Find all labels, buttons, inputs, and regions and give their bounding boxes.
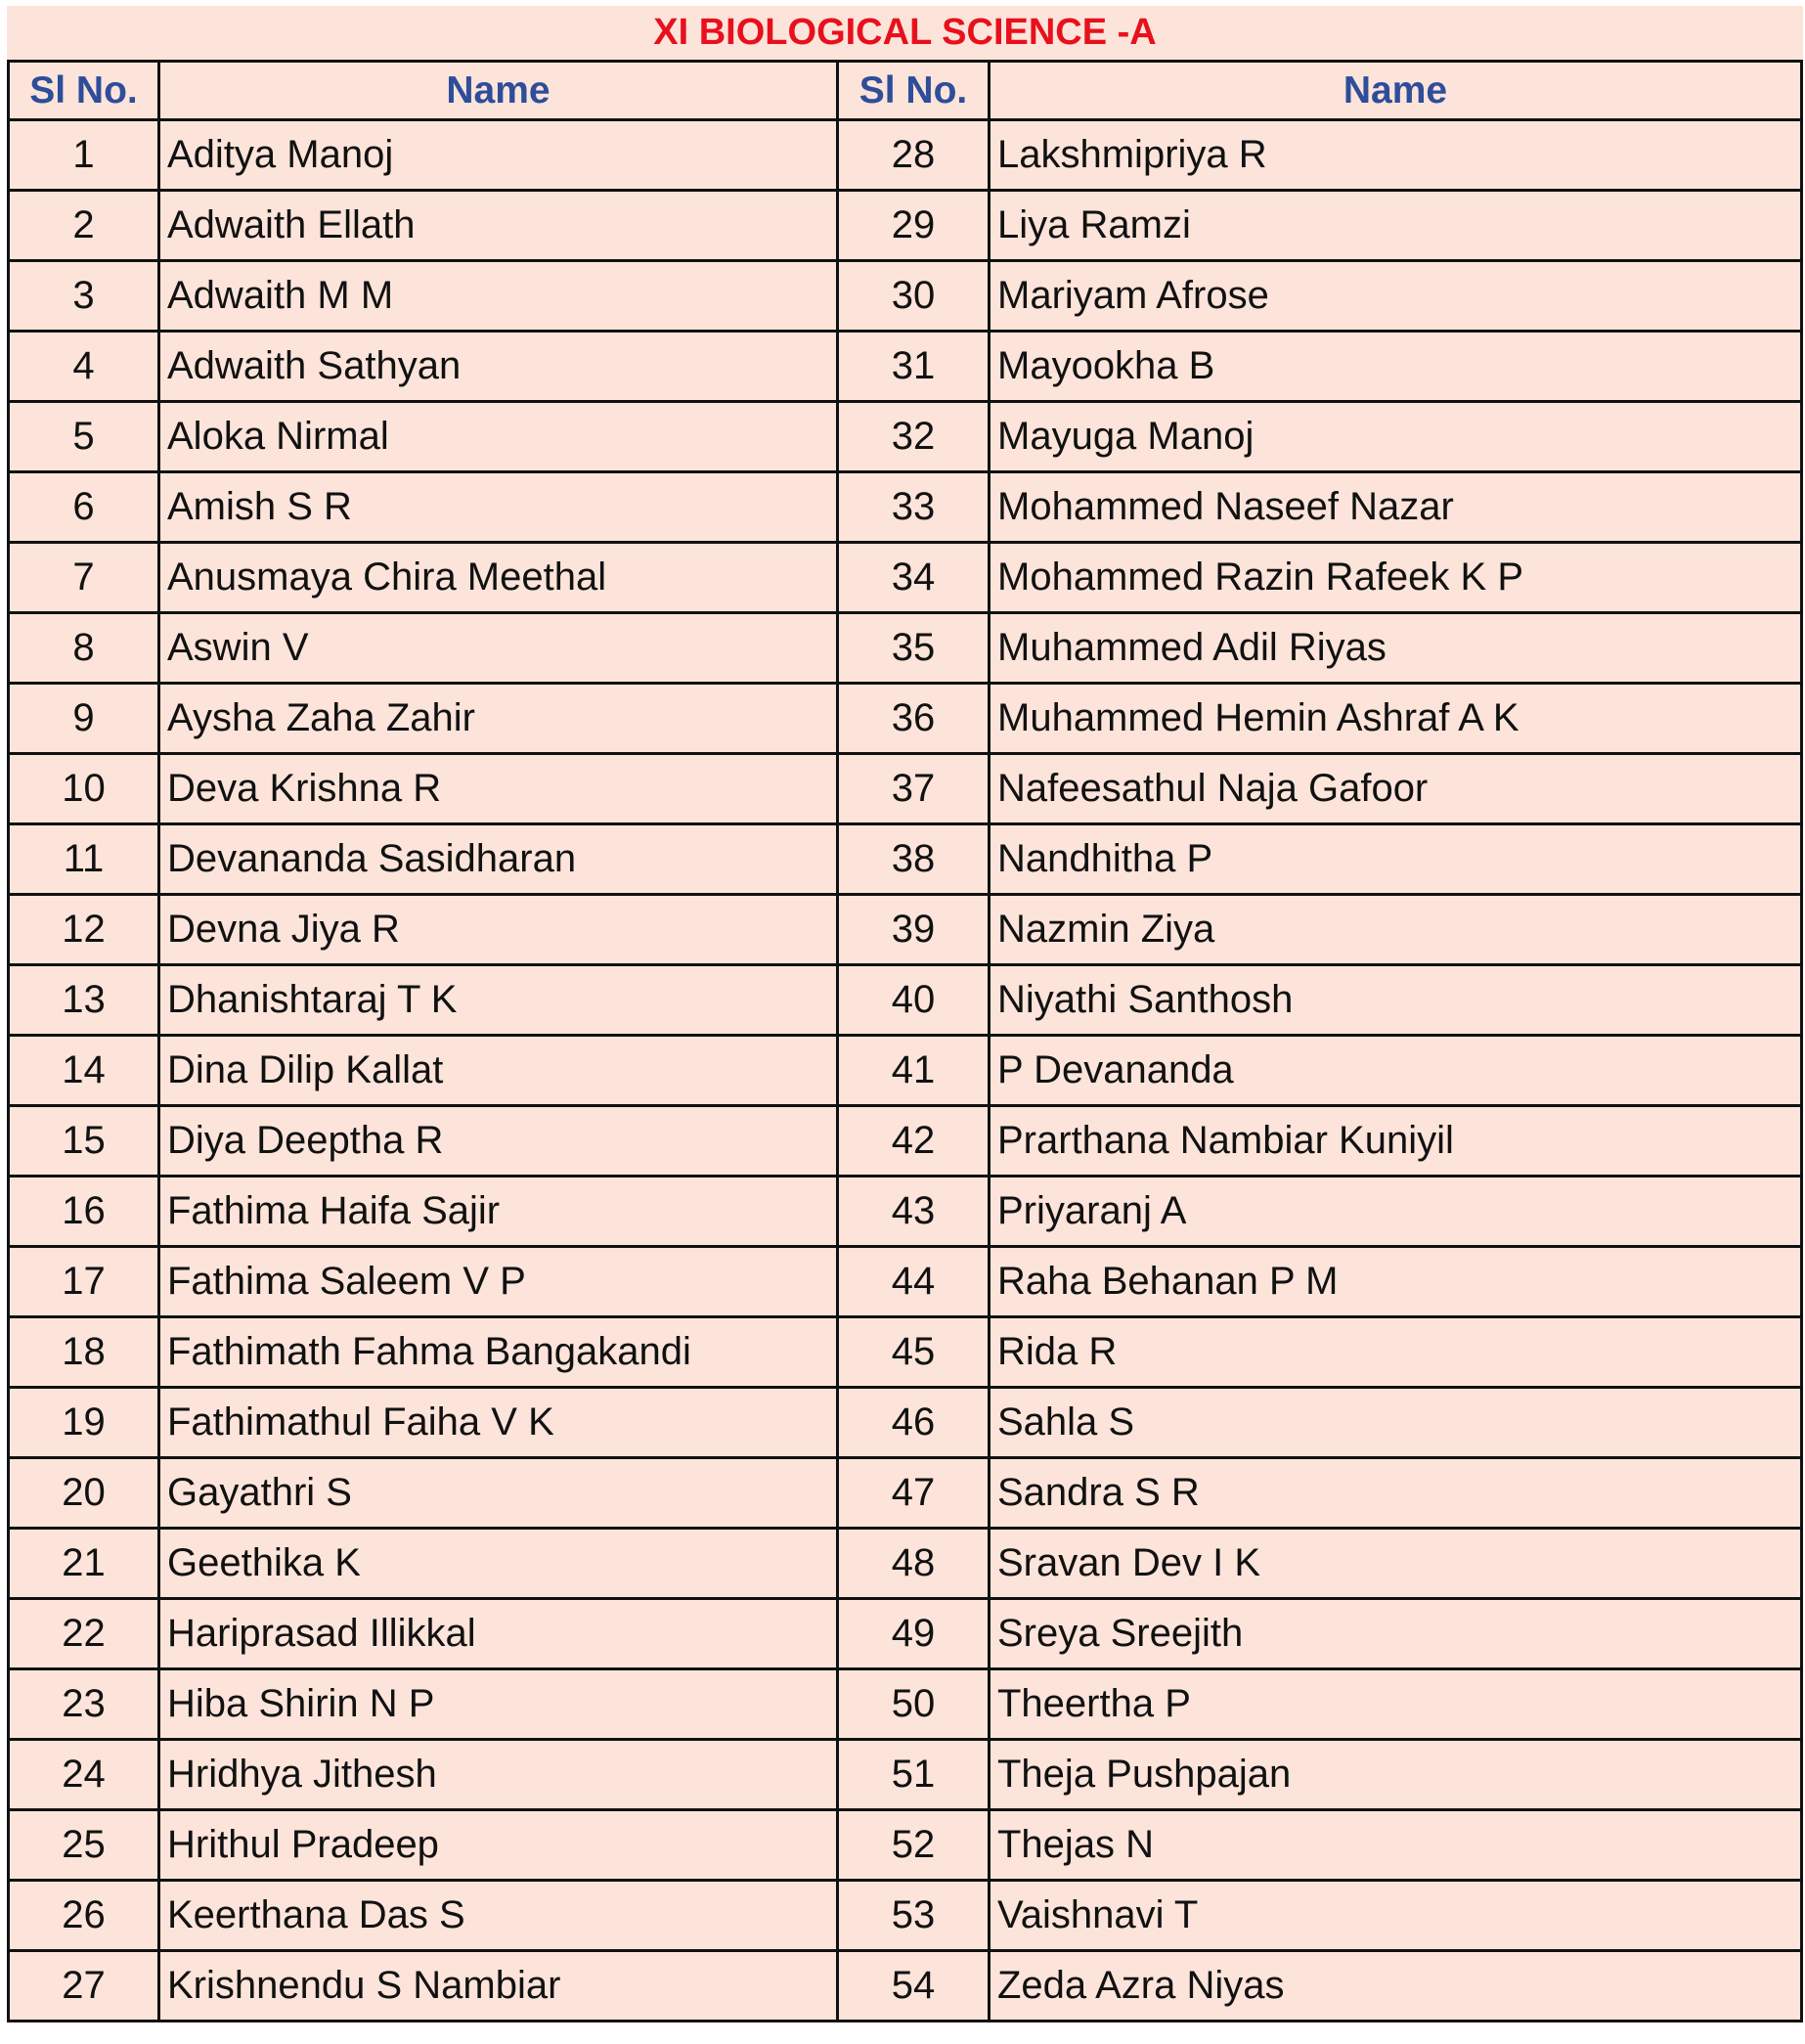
header-sl-no-left: Sl No. <box>9 62 159 120</box>
right-sl-no-cell: 50 <box>838 1669 990 1740</box>
student-list-table <box>7 6 1803 2022</box>
right-sl-no-cell: 29 <box>838 191 990 261</box>
table-row <box>9 472 1802 543</box>
table-row <box>9 613 1802 684</box>
left-name-cell: Amish S R <box>159 472 838 543</box>
right-name-cell: Thejas N <box>990 1810 1802 1881</box>
left-name-cell: Keerthana Das S <box>159 1881 838 1951</box>
right-sl-no-cell: 46 <box>838 1388 990 1458</box>
left-name-cell: Hariprasad Illikkal <box>159 1599 838 1669</box>
table-row <box>9 895 1802 965</box>
left-sl-no-cell: 16 <box>9 1177 159 1247</box>
table-row <box>9 1458 1802 1529</box>
sheet-title: XI BIOLOGICAL SCIENCE -A <box>9 6 1802 62</box>
left-sl-no-cell: 4 <box>9 332 159 402</box>
left-sl-no-cell: 17 <box>9 1247 159 1317</box>
title-row <box>9 6 1802 62</box>
right-sl-no-cell: 36 <box>838 684 990 754</box>
right-name-cell: Prarthana Nambiar Kuniyil <box>990 1106 1802 1177</box>
table-row <box>9 332 1802 402</box>
table-row <box>9 1951 1802 2022</box>
table-row <box>9 824 1802 895</box>
left-sl-no-cell: 21 <box>9 1529 159 1599</box>
right-sl-no-cell: 37 <box>838 754 990 824</box>
right-name-cell: Mohammed Razin Rafeek K P <box>990 543 1802 613</box>
left-sl-no-cell: 12 <box>9 895 159 965</box>
header-name-right: Name <box>990 62 1802 120</box>
right-name-cell: Mohammed Naseef Nazar <box>990 472 1802 543</box>
left-name-cell: Krishnendu S Nambiar <box>159 1951 838 2022</box>
left-sl-no-cell: 5 <box>9 402 159 472</box>
right-sl-no-cell: 32 <box>838 402 990 472</box>
left-sl-no-cell: 15 <box>9 1106 159 1177</box>
left-name-cell: Dhanishtaraj T K <box>159 965 838 1036</box>
right-sl-no-cell: 40 <box>838 965 990 1036</box>
left-sl-no-cell: 24 <box>9 1740 159 1810</box>
left-sl-no-cell: 3 <box>9 261 159 332</box>
right-sl-no-cell: 38 <box>838 824 990 895</box>
left-name-cell: Dina Dilip Kallat <box>159 1036 838 1106</box>
right-sl-no-cell: 35 <box>838 613 990 684</box>
left-name-cell: Aysha Zaha Zahir <box>159 684 838 754</box>
left-name-cell: Gayathri S <box>159 1458 838 1529</box>
left-sl-no-cell: 18 <box>9 1317 159 1388</box>
left-name-cell: Hiba Shirin N P <box>159 1669 838 1740</box>
left-name-cell: Adwaith Ellath <box>159 191 838 261</box>
right-sl-no-cell: 34 <box>838 543 990 613</box>
left-name-cell: Adwaith Sathyan <box>159 332 838 402</box>
right-name-cell: Theertha P <box>990 1669 1802 1740</box>
left-name-cell: Hrithul Pradeep <box>159 1810 838 1881</box>
right-sl-no-cell: 48 <box>838 1529 990 1599</box>
left-sl-no-cell: 19 <box>9 1388 159 1458</box>
right-name-cell: Mayookha B <box>990 332 1802 402</box>
table-row <box>9 1247 1802 1317</box>
left-name-cell: Fathimath Fahma Bangakandi <box>159 1317 838 1388</box>
left-sl-no-cell: 7 <box>9 543 159 613</box>
right-name-cell: Niyathi Santhosh <box>990 965 1802 1036</box>
left-sl-no-cell: 6 <box>9 472 159 543</box>
left-name-cell: Aswin V <box>159 613 838 684</box>
left-sl-no-cell: 25 <box>9 1810 159 1881</box>
right-name-cell: Nafeesathul Naja Gafoor <box>990 754 1802 824</box>
left-sl-no-cell: 9 <box>9 684 159 754</box>
header-row <box>9 62 1802 120</box>
left-sl-no-cell: 11 <box>9 824 159 895</box>
right-name-cell: Priyaranj A <box>990 1177 1802 1247</box>
table-row <box>9 684 1802 754</box>
left-sl-no-cell: 26 <box>9 1881 159 1951</box>
right-sl-no-cell: 53 <box>838 1881 990 1951</box>
left-name-cell: Diya Deeptha R <box>159 1106 838 1177</box>
right-name-cell: Nazmin Ziya <box>990 895 1802 965</box>
right-name-cell: Raha Behanan P M <box>990 1247 1802 1317</box>
right-sl-no-cell: 33 <box>838 472 990 543</box>
table-row <box>9 1106 1802 1177</box>
right-name-cell: Muhammed Hemin Ashraf A K <box>990 684 1802 754</box>
table-row <box>9 1388 1802 1458</box>
table-row <box>9 1810 1802 1881</box>
table-row <box>9 1317 1802 1388</box>
left-sl-no-cell: 8 <box>9 613 159 684</box>
left-name-cell: Deva Krishna R <box>159 754 838 824</box>
table-row <box>9 1599 1802 1669</box>
table-row <box>9 402 1802 472</box>
header-sl-no-right: Sl No. <box>838 62 990 120</box>
left-sl-no-cell: 14 <box>9 1036 159 1106</box>
right-name-cell: Theja Pushpajan <box>990 1740 1802 1810</box>
left-name-cell: Fathimathul Faiha V K <box>159 1388 838 1458</box>
header-name-left: Name <box>159 62 838 120</box>
table-row <box>9 120 1802 191</box>
table-row <box>9 965 1802 1036</box>
right-name-cell: Nandhitha P <box>990 824 1802 895</box>
right-sl-no-cell: 31 <box>838 332 990 402</box>
right-name-cell: P Devananda <box>990 1036 1802 1106</box>
table-row <box>9 754 1802 824</box>
right-sl-no-cell: 41 <box>838 1036 990 1106</box>
left-name-cell: Devna Jiya R <box>159 895 838 965</box>
left-name-cell: Fathima Haifa Sajir <box>159 1177 838 1247</box>
left-name-cell: Fathima Saleem V P <box>159 1247 838 1317</box>
right-sl-no-cell: 30 <box>838 261 990 332</box>
right-name-cell: Sandra S R <box>990 1458 1802 1529</box>
right-sl-no-cell: 45 <box>838 1317 990 1388</box>
table-row <box>9 1036 1802 1106</box>
right-sl-no-cell: 39 <box>838 895 990 965</box>
left-sl-no-cell: 1 <box>9 120 159 191</box>
left-sl-no-cell: 2 <box>9 191 159 261</box>
left-name-cell: Aditya Manoj <box>159 120 838 191</box>
right-name-cell: Sreya Sreejith <box>990 1599 1802 1669</box>
left-sl-no-cell: 22 <box>9 1599 159 1669</box>
right-name-cell: Rida R <box>990 1317 1802 1388</box>
left-name-cell: Geethika K <box>159 1529 838 1599</box>
left-sl-no-cell: 20 <box>9 1458 159 1529</box>
right-sl-no-cell: 49 <box>838 1599 990 1669</box>
table-row <box>9 1881 1802 1951</box>
right-name-cell: Muhammed Adil Riyas <box>990 613 1802 684</box>
right-name-cell: Zeda Azra Niyas <box>990 1951 1802 2022</box>
right-name-cell: Liya Ramzi <box>990 191 1802 261</box>
left-name-cell: Adwaith M M <box>159 261 838 332</box>
left-name-cell: Anusmaya Chira Meethal <box>159 543 838 613</box>
right-name-cell: Lakshmipriya R <box>990 120 1802 191</box>
right-sl-no-cell: 28 <box>838 120 990 191</box>
right-name-cell: Mariyam Afrose <box>990 261 1802 332</box>
right-name-cell: Sahla S <box>990 1388 1802 1458</box>
right-sl-no-cell: 42 <box>838 1106 990 1177</box>
table-row <box>9 543 1802 613</box>
right-name-cell: Sravan Dev I K <box>990 1529 1802 1599</box>
right-sl-no-cell: 43 <box>838 1177 990 1247</box>
table-row <box>9 261 1802 332</box>
table-row <box>9 1529 1802 1599</box>
left-sl-no-cell: 23 <box>9 1669 159 1740</box>
left-sl-no-cell: 10 <box>9 754 159 824</box>
left-sl-no-cell: 27 <box>9 1951 159 2022</box>
right-sl-no-cell: 54 <box>838 1951 990 2022</box>
left-sl-no-cell: 13 <box>9 965 159 1036</box>
table-row <box>9 1177 1802 1247</box>
table-row <box>9 1669 1802 1740</box>
right-name-cell: Mayuga Manoj <box>990 402 1802 472</box>
right-sl-no-cell: 52 <box>838 1810 990 1881</box>
left-name-cell: Aloka Nirmal <box>159 402 838 472</box>
table-row <box>9 1740 1802 1810</box>
right-sl-no-cell: 51 <box>838 1740 990 1810</box>
left-name-cell: Hridhya Jithesh <box>159 1740 838 1810</box>
right-sl-no-cell: 44 <box>838 1247 990 1317</box>
table-body <box>9 120 1802 2022</box>
table-row <box>9 191 1802 261</box>
right-name-cell: Vaishnavi T <box>990 1881 1802 1951</box>
left-name-cell: Devananda Sasidharan <box>159 824 838 895</box>
right-sl-no-cell: 47 <box>838 1458 990 1529</box>
